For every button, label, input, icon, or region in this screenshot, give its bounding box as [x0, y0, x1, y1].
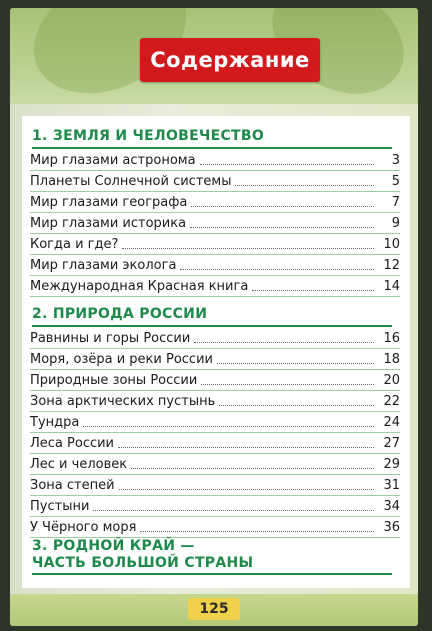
toc-label: Тундра: [30, 414, 80, 430]
toc-label: Зона арктических пустынь: [30, 393, 216, 409]
toc-row[interactable]: [30, 391, 400, 412]
toc-label: Равнины и горы России: [30, 330, 191, 346]
toc-row[interactable]: [30, 150, 400, 171]
toc-label: Мир глазами астронома: [30, 152, 196, 168]
toc-label: У Чёрного моря: [30, 519, 137, 535]
leader-dots: [190, 226, 374, 228]
toc-label: Природные зоны России: [30, 372, 198, 388]
toc-page: 34: [383, 498, 400, 514]
toc-row[interactable]: [30, 517, 400, 538]
section-heading-2: 2. ПРИРОДА РОССИИ: [32, 306, 208, 322]
toc-row[interactable]: [30, 328, 400, 349]
toc-row[interactable]: [30, 433, 400, 454]
toc-page: 12: [383, 257, 400, 273]
toc-page: 22: [383, 393, 400, 409]
toc-page: 24: [383, 414, 400, 430]
toc-page: 16: [383, 330, 400, 346]
leader-dots: [93, 509, 374, 511]
toc-row[interactable]: [30, 171, 400, 192]
leader-dots: [83, 425, 374, 427]
toc-page: 36: [383, 519, 400, 535]
toc-row[interactable]: [30, 370, 400, 391]
leader-dots: [180, 268, 374, 270]
toc-label: Зона степей: [30, 477, 115, 493]
title-banner: [140, 38, 320, 82]
section-heading-1: 1. ЗЕМЛЯ И ЧЕЛОВЕЧЕСТВО: [32, 128, 265, 144]
toc-label: Мир глазами географа: [30, 194, 188, 210]
leader-dots: [252, 289, 374, 291]
toc-row[interactable]: [30, 276, 400, 297]
toc-label: Лес и человек: [30, 456, 128, 472]
toc-row[interactable]: [30, 475, 400, 496]
leader-dots: [122, 247, 374, 249]
leader-dots: [219, 404, 374, 406]
leader-dots: [194, 341, 374, 343]
toc-row[interactable]: [30, 349, 400, 370]
section-heading-3-line1: 3. РОДНОЙ КРАЙ —: [32, 538, 195, 554]
toc-page: 9: [391, 215, 400, 231]
toc-row[interactable]: [30, 496, 400, 517]
toc-page: 10: [383, 236, 400, 252]
toc-row[interactable]: [30, 454, 400, 475]
toc-page: 20: [383, 372, 400, 388]
leader-dots: [217, 362, 374, 364]
toc-row[interactable]: [30, 255, 400, 276]
toc-page: 29: [383, 456, 400, 472]
leader-dots: [118, 446, 374, 448]
section-heading-3-line2: ЧАСТЬ БОЛЬШОЙ СТРАНЫ: [32, 555, 254, 571]
toc-label: Международная Красная книга: [30, 278, 249, 294]
toc-label: Леса России: [30, 435, 115, 451]
toc-page: 14: [383, 278, 400, 294]
toc-page: 3: [391, 152, 400, 168]
toc-label: Пустыни: [30, 498, 90, 514]
leader-dots: [235, 184, 374, 186]
leader-dots: [200, 163, 374, 165]
leader-dots: [201, 383, 374, 385]
book-page: [10, 8, 418, 626]
toc-page: 31: [383, 477, 400, 493]
toc-page: 7: [391, 194, 400, 210]
toc-row[interactable]: [30, 192, 400, 213]
toc-row[interactable]: [30, 234, 400, 255]
leader-dots: [131, 467, 374, 469]
toc-label: Моря, озёра и реки России: [30, 351, 213, 367]
section-rule-2: [32, 325, 392, 327]
leader-dots: [191, 205, 374, 207]
toc-label: Когда и где?: [30, 236, 119, 252]
contents-card: [22, 116, 410, 588]
leader-dots: [119, 488, 374, 490]
toc-label: Планеты Солнечной системы: [30, 173, 232, 189]
toc-page: 27: [383, 435, 400, 451]
toc-page: 18: [383, 351, 400, 367]
toc-row[interactable]: [30, 412, 400, 433]
leader-dots: [140, 530, 374, 532]
section-rule-1: [32, 147, 392, 149]
section-rule-3: [32, 573, 392, 575]
toc-row[interactable]: [30, 213, 400, 234]
toc-label: Мир глазами историка: [30, 215, 187, 231]
toc-label: Мир глазами эколога: [30, 257, 177, 273]
toc-page: 5: [391, 173, 400, 189]
page-number-badge: 125: [188, 598, 240, 620]
page-title: Содержание: [150, 48, 310, 72]
